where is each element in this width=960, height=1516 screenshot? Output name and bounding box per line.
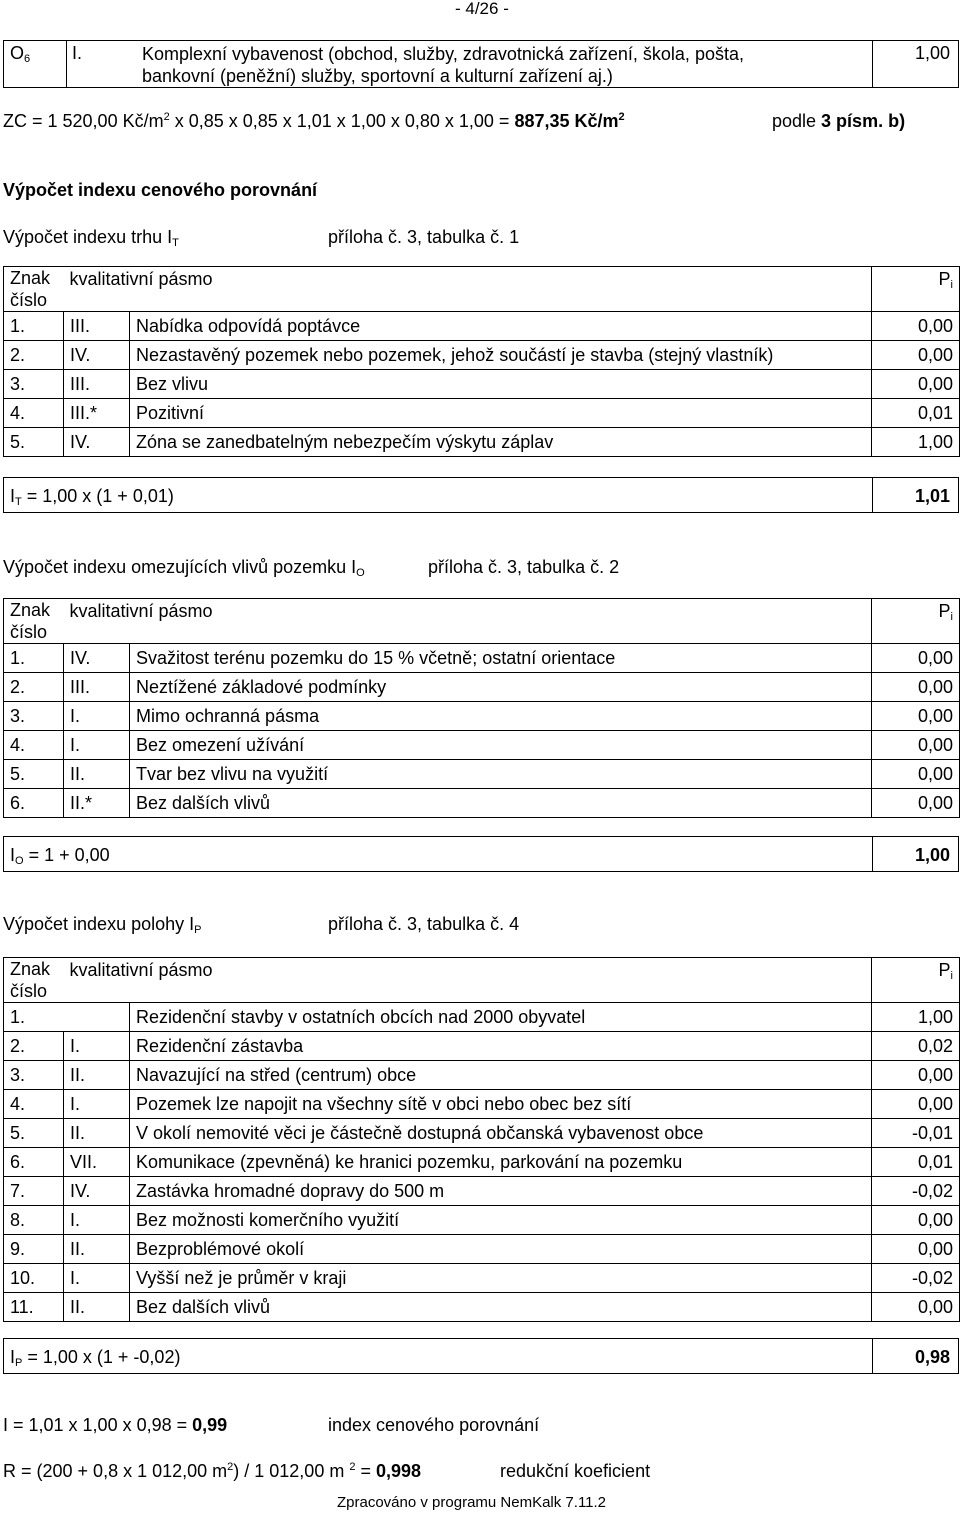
it-result: [3, 477, 959, 513]
table-row: 5. II. V okolí nemovité věci je částečně dostupná občanská vybavenost obce -0,01: [4, 1119, 960, 1148]
table-row: 6. VII. Komunikace (zpevněná) ke hranici pozemku, parkování na pozemku 0,01: [4, 1148, 960, 1177]
table-row: 11. II. Bez dalších vlivů 0,00: [4, 1293, 960, 1322]
it-result-formula: $I_T = 1,00$ x (1 + 0,01): [10, 486, 174, 508]
o6-grade: I.: [72, 43, 83, 63]
ip-result-value: 0,98: [914, 1347, 950, 1367]
table-row: 5. II. Tvar bez vlivu na využití 0,00: [4, 760, 960, 789]
ip-result: [3, 1338, 959, 1374]
index-label: index cenového porovnání: [328, 1415, 540, 1435]
table-row: 1. IV. Svažitost terénu pozemku do 15 % včetně; ostatní orientace 0,00: [4, 644, 960, 673]
section-title: Výpočet indexu cenového porovnání: [3, 180, 318, 200]
it-table: [3, 266, 960, 457]
table-header: Znak číslo kvalitativní pásmo $P_i$: [4, 958, 960, 1003]
it-result-value: 1,01: [914, 486, 950, 506]
io-title: Výpočet indexu omezujících vlivů pozemku $I_O$: [3, 557, 365, 579]
table-row: 5. IV. Zóna se zanedbatelným nebezpečím výskytu záplav 1,00: [4, 428, 960, 457]
o6-code: $O_6$: [10, 43, 31, 65]
table-row: 1. III. Nabídka odpovídá poptávce 0,00: [4, 312, 960, 341]
ip-table: [3, 957, 960, 1322]
table-row: 3. II. Navazující na střed (centrum) obce 0,00: [4, 1061, 960, 1090]
io-ref: příloha č. 3, tabulka č. 2: [428, 557, 620, 577]
ip-title: Výpočet indexu polohy $I_P$: [3, 914, 202, 936]
table-row: 4. III.* Pozitivní 0,01: [4, 399, 960, 428]
table-header: [4, 267, 960, 312]
zc-formula: ZC = 1 520,00 $Kč/m^2$ x 0,85 x 0,85 x 1,01 x 1,00 x 0,80 x 1,00 = 887,35 $Kč/m^2$: [3, 111, 625, 131]
header-p: $P_i$: [872, 267, 960, 312]
table-header: Znak číslo kvalitativní pásmo $P_i$: [4, 599, 960, 644]
table-row: 3. I. Mimo ochranná pásma 0,00: [4, 702, 960, 731]
reduction-formula: R = (200 + 0,8 x 1 012,00 $m^2) / 1$ 012,00 m $^2$ = 0,998: [3, 1461, 422, 1481]
o6-value: 1,00: [914, 43, 950, 63]
o6-description: Komplexní vybavenost (obchod, služby, zdravotnická zařízení, škola, pošta, bankovní (peněžní) služby, sportovní a kulturní zařízení aj.): [142, 44, 744, 86]
ip-result-formula: $I_P = 1,00$ x (1 + -0,02): [10, 1347, 181, 1369]
table-row: 4. I. Bez omezení užívání 0,00: [4, 731, 960, 760]
table-row: 10. I. Vyšší než je průměr v kraji -0,02: [4, 1264, 960, 1293]
page-number: - 4/26 -: [455, 0, 509, 18]
header-znak: Znak číslo: [4, 267, 64, 312]
io-result-formula: $I_O = 1 + 0,00$: [10, 845, 110, 867]
io-result: [3, 836, 959, 872]
table-row: 6. II.* Bez dalších vlivů 0,00: [4, 789, 960, 818]
header-pasmo: kvalitativní pásmo: [64, 267, 872, 312]
footer: Zpracováno v programu NemKalk 7.11.2: [337, 1494, 607, 1511]
ip-ref: příloha č. 3, tabulka č. 4: [328, 914, 520, 934]
table-row: 9. II. Bezproblémové okolí 0,00: [4, 1235, 960, 1264]
table-row: 2. III. Neztížené základové podmínky 0,00: [4, 673, 960, 702]
index-formula: I = 1,01 x 1,00 x 0,98 = 0,99: [3, 1415, 228, 1435]
table-row: 2. I. Rezidenční zástavba 0,02: [4, 1032, 960, 1061]
table-row: 7. IV. Zastávka hromadné dopravy do 500 m -0,02: [4, 1177, 960, 1206]
table-row: 1. Rezidenční stavby v ostatních obcích nad 2000 obyvatel 1,00: [4, 1003, 960, 1032]
table-row: 3. III. Bez vlivu 0,00: [4, 370, 960, 399]
table-row: 4. I. Pozemek lze napojit na všechny sítě v obci nebo obec bez sítí 0,00: [4, 1090, 960, 1119]
table-row: 2. IV. Nezastavěný pozemek nebo pozemek, jehož součástí je stavba (stejný vlastník) 0,00: [4, 341, 960, 370]
reduction-label: redukční koeficient: [500, 1461, 651, 1481]
io-table: [3, 598, 960, 818]
o6-row: [3, 40, 959, 88]
table-row: 8. I. Bez možnosti komerčního využití 0,00: [4, 1206, 960, 1235]
io-result-value: 1,00: [914, 845, 950, 865]
it-ref: příloha č. 3, tabulka č. 1: [328, 227, 520, 247]
zc-note: podle 3 písm. b): [772, 111, 906, 131]
it-title: Výpočet indexu trhu $I_T$: [3, 227, 179, 249]
